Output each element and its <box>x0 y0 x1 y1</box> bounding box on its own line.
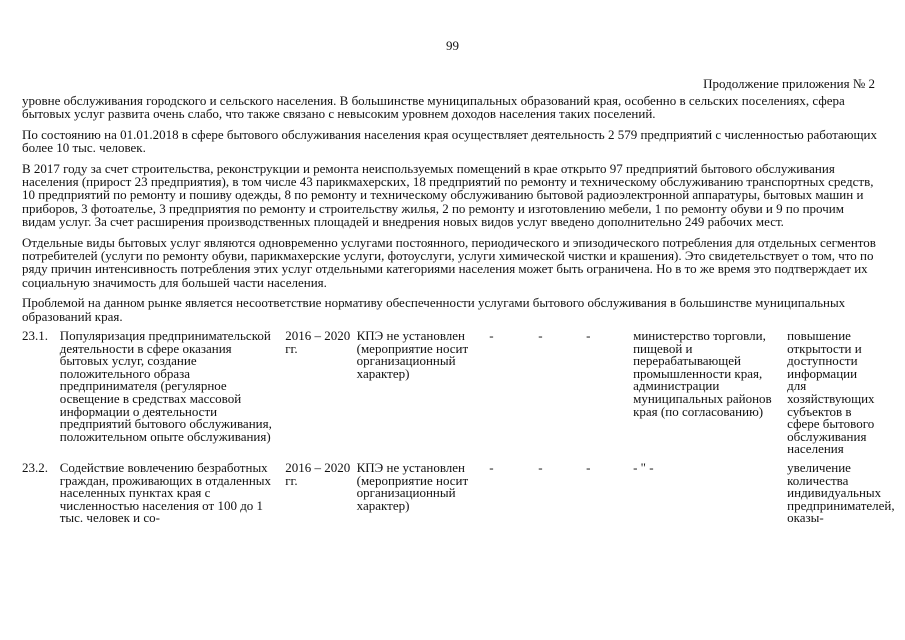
measure-value-3: - <box>586 460 591 476</box>
paragraph-enterprise-count: По состоянию на 01.01.2018 в сфере бытового обслуживания населения края осуществляет деятельность 2 579 предприятий с численностью работающих более 10 тыс. человек. <box>22 126 877 156</box>
measure-name: Популяризация предпринимательской деятельности в сфере оказания бытовых услуг, создание положительного образа предпринимателя (регулярное освещение в средствах массовой информации о деятельности предприятий бытового обслуживания, положительном опыте обслуживания) <box>59 328 272 444</box>
measure-result: повышение открытости и доступности информации для хозяйствующих субъектов в сфере бытового обслуживания населения <box>787 328 875 457</box>
measure-result: увеличение количества индивидуальных предпринимателей, оказы- <box>787 460 895 526</box>
measure-period: 2016 – 2020 гг. <box>285 328 351 356</box>
measure-value-2: - <box>538 460 543 476</box>
measure-responsible: - " - <box>633 460 654 476</box>
measure-value-3: - <box>586 328 591 344</box>
measure-indicator: КПЭ не установлен (мероприятие носит организационный характер) <box>356 460 469 513</box>
paragraph-market-problem: Проблемой на данном рынке является несоответствие нормативу обеспеченности услугами бытового обслуживания в большинстве муниципальных образований края. <box>22 295 846 324</box>
table-row <box>22 330 877 462</box>
measures-table <box>22 328 895 531</box>
paragraph-2017-openings: В 2017 году за счет строительства, реконструкции и ремонта неиспользуемых помещений в крае открыто 97 предприятий бытового обслуживания населения (прирост 23 предприятия), в том числе 43 парикмахерских, 18 предприятий по ремонту и техническому обслуживанию транспортных средств, 10 предприятий по ремонту и пошиву одежды, 8 по ремонту и техническому обслуживанию бытовой радиоэлектронной аппаратуры, бытовых машин и приборов, 3 фотоателье, 3 предприятия по ремонту и строительству жилья, 2 по ремонту и изготовлению мебели, 1 по ремонту обуви и 9 по прочим видам услуг. За счет расширения производственных площадей и внедрения новых видов услуг введено дополнительно 249 рабочих мест. <box>22 160 874 230</box>
paragraph-service-types: Отдельные виды бытовых услуг являются одновременно услугами постоянного, периодического и эпизодического потребления для отдельных сегментов потребителей (услуги по ремонту обуви, парикмахерские услуги, фотоуслуги, услуги химической чистки и крашения). Это свидетельствует о том, что по ряду причин интенсивность потребления этих услуг отдельными категориями населения может быть ограничена. Но в то же время это подтверждает их социальную значимость для большей части населения. <box>22 234 876 290</box>
table-row <box>22 462 877 531</box>
measure-name: Содействие вовлечению безработных граждан, проживающих в отдаленных населенных пунктах края с численностью населения от 100 до 1 тыс. человек и со- <box>59 460 272 526</box>
row-number: 23.2. <box>22 460 48 476</box>
appendix-continuation-note: Продолжение приложения № 2 <box>703 76 875 91</box>
measure-period: 2016 – 2020 гг. <box>285 460 351 488</box>
measure-indicator: КПЭ не установлен (мероприятие носит организационный характер) <box>356 328 469 381</box>
measure-value-2: - <box>538 328 543 344</box>
paragraph-service-level: уровне обслуживания городского и сельского населения. В большинстве муниципальных образований края, особенно в сельских поселениях, сфера бытовых услуг развита очень слабо, что также связано с невысоким уровнем доходов населения таких поселений. <box>22 93 845 122</box>
document-body <box>22 93 895 531</box>
measure-responsible: министерство торговли, пищевой и перерабатывающей промышленности края, администрации муниципальных районов края (по согласованию) <box>633 328 772 419</box>
page-number: 99 <box>446 38 459 53</box>
measure-value-1: - <box>489 460 494 476</box>
row-number: 23.1. <box>22 328 48 344</box>
measure-value-1: - <box>489 328 494 344</box>
